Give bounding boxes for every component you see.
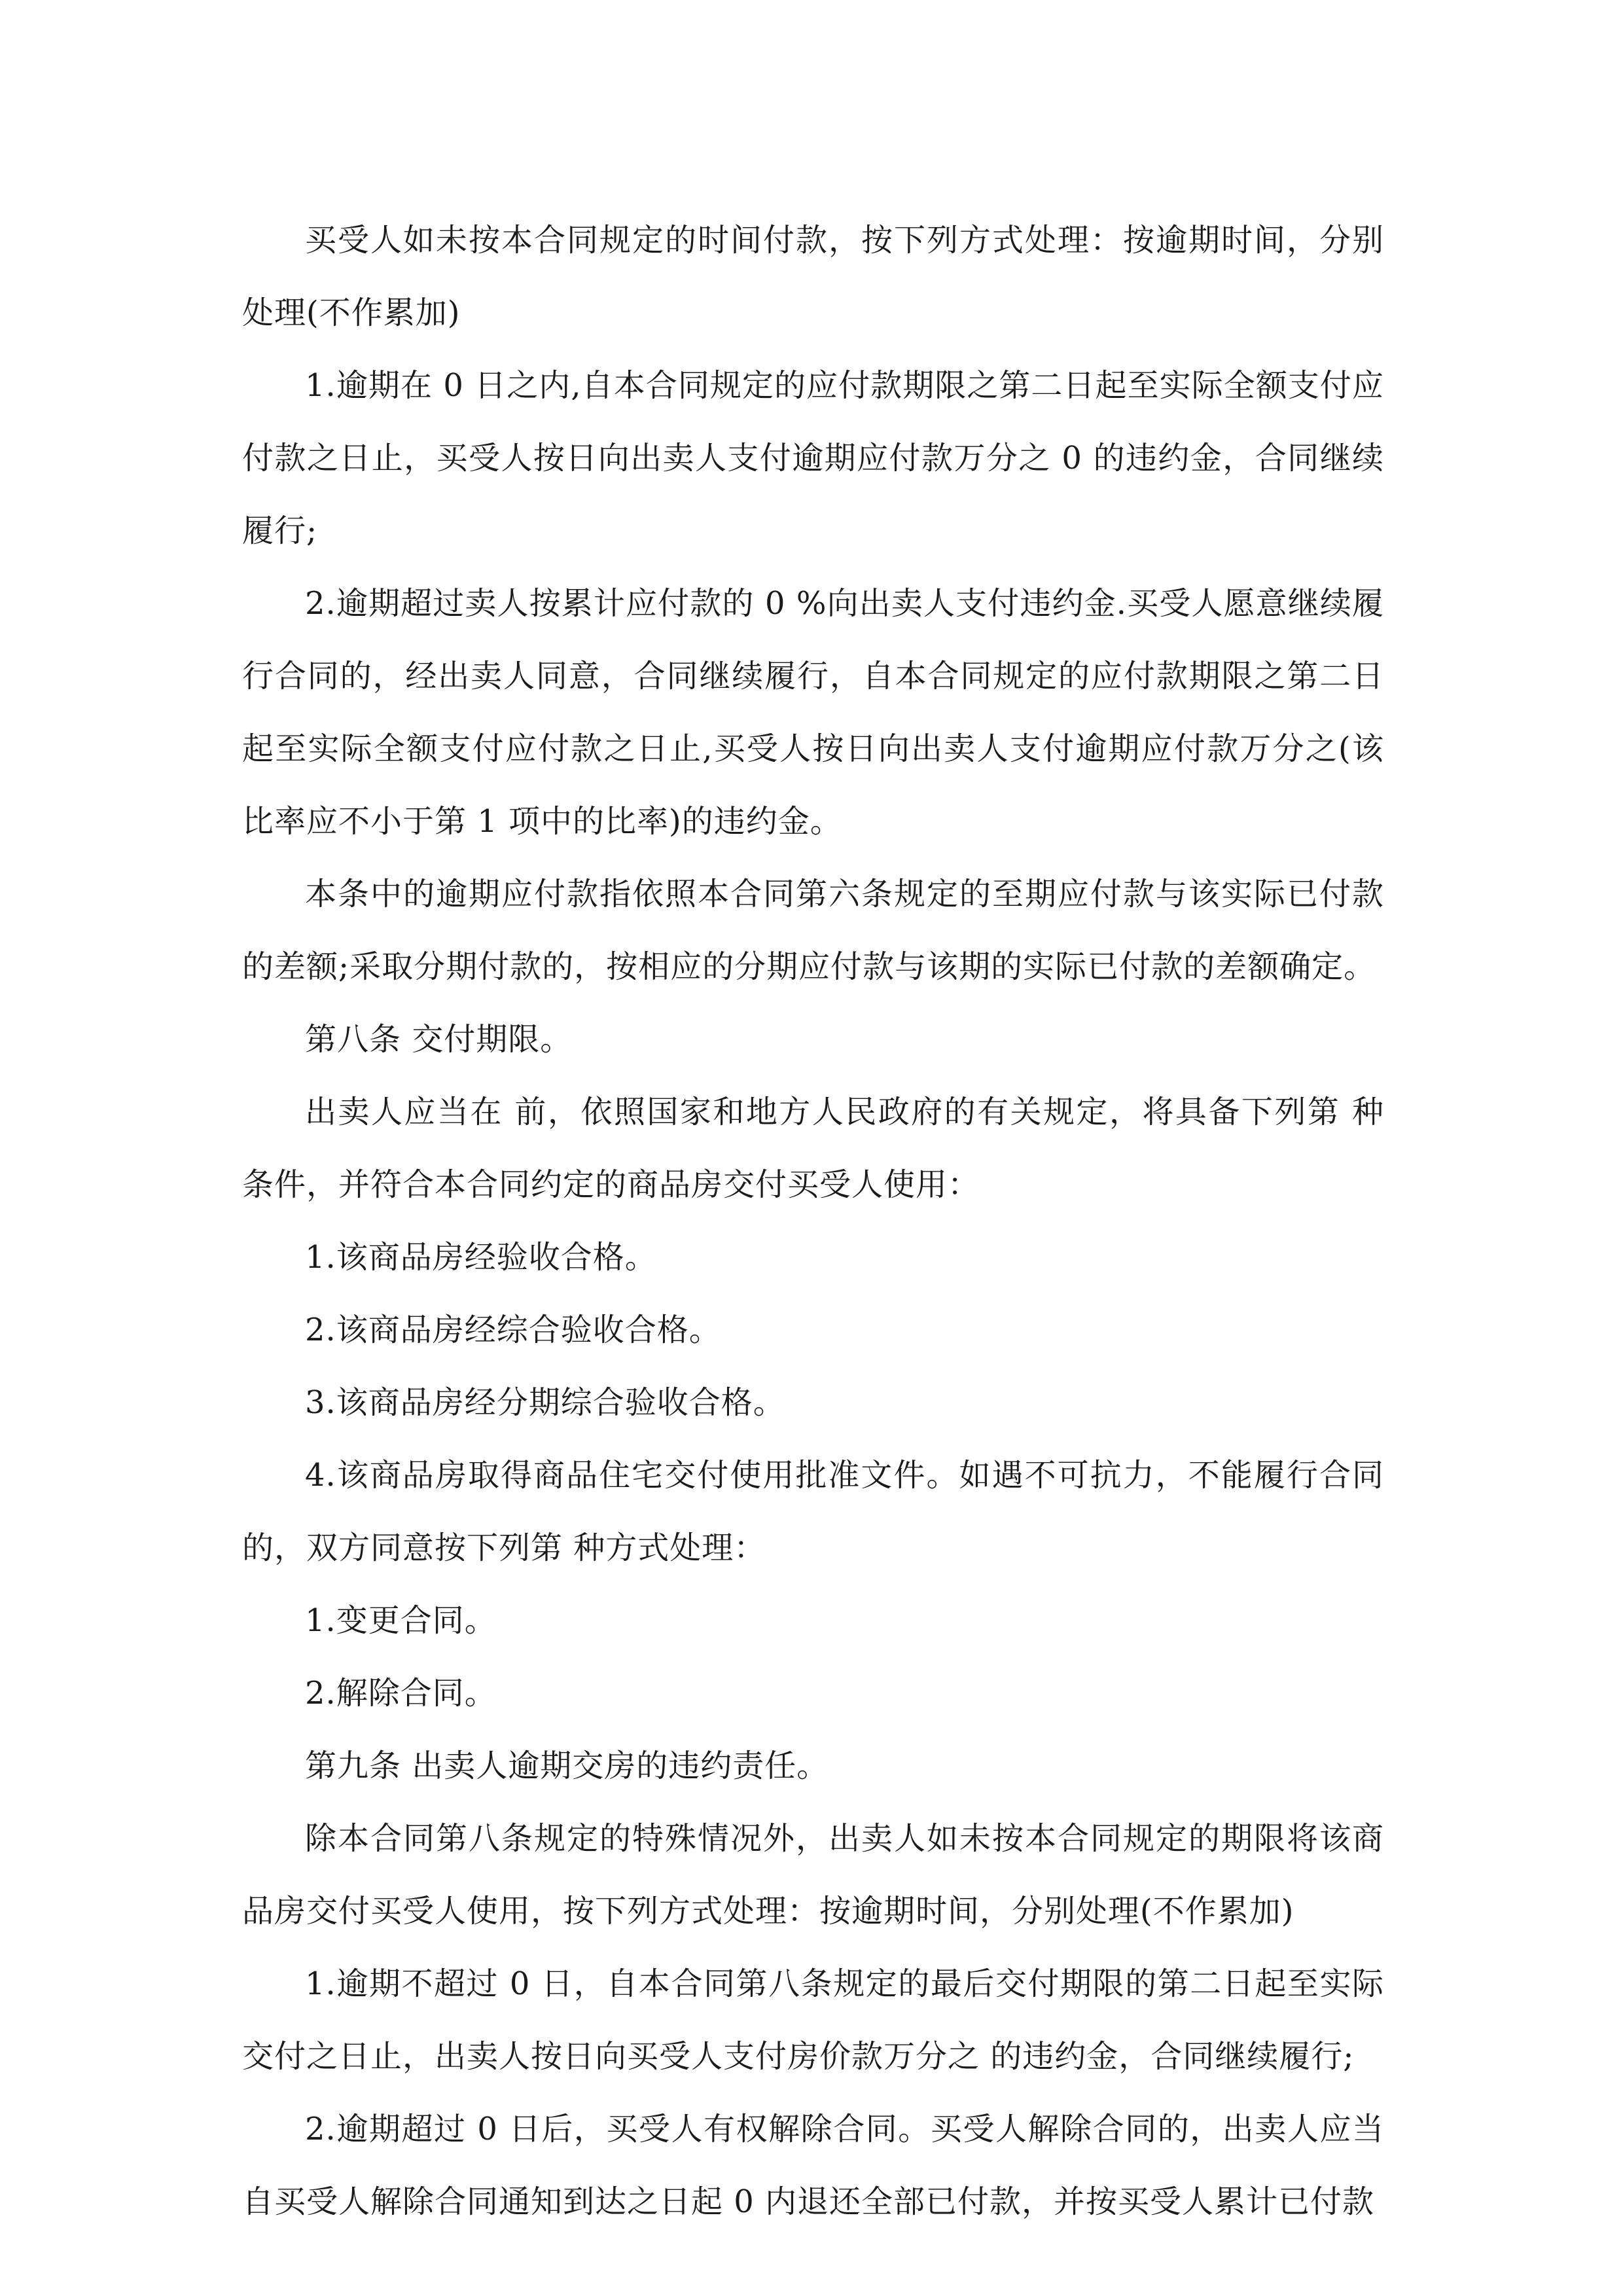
article-9-heading: 第九条 出卖人逾期交房的违约责任。	[305, 1748, 829, 1784]
delivery-condition-1: 1.该商品房经验收合格。	[305, 1239, 657, 1276]
delivery-condition-3: 3.该商品房经分期综合验收合格。	[305, 1384, 785, 1421]
force-majeure-option-1: 1.变更合同。	[305, 1602, 497, 1639]
delivery-condition-4: 4.该商品房取得商品住宅交付使用批准文件。如遇不可抗力，不能履行合同的，双方同意按下列第 种方式处理：	[242, 1457, 1384, 1566]
paragraph-late-delivery-item-2: 2.逾期超过 0 日后，买受人有权解除合同。买受人解除合同的，出卖人应当自买受人解除合同通知到达之日起 0 内退还全部已付款，并按买受人累计已付款	[242, 2111, 1384, 2220]
paragraph-late-payment-item-1: 1.逾期在 0 日之内,自本合同规定的应付款期限之第二日起至实际全额支付应付款之日止，买受人按日向出卖人支付逾期应付款万分之 0 的违约金，合同继续履行;	[242, 367, 1384, 549]
paragraph-late-payment-intro: 买受人如未按本合同规定的时间付款，按下列方式处理：按逾期时间，分别处理(不作累加)	[242, 222, 1384, 331]
delivery-condition-2: 2.该商品房经综合验收合格。	[305, 1312, 721, 1348]
force-majeure-option-2: 2.解除合同。	[305, 1675, 497, 1712]
paragraph-delivery-terms: 出卖人应当在 前，依照国家和地方人民政府的有关规定，将具备下列第 种条件，并符合本合同约定的商品房交付买受人使用：	[242, 1094, 1384, 1203]
document-body	[242, 204, 1384, 2238]
paragraph-late-delivery-item-1: 1.逾期不超过 0 日，自本合同第八条规定的最后交付期限的第二日起至实际交付之日止，出卖人按日向买受人支付房价款万分之 的违约金，合同继续履行;	[242, 1965, 1384, 2075]
article-8-heading: 第八条 交付期限。	[305, 1021, 573, 1058]
paragraph-late-delivery-intro: 除本合同第八条规定的特殊情况外，出卖人如未按本合同规定的期限将该商品房交付买受人使用，按下列方式处理：按逾期时间，分别处理(不作累加)	[242, 1820, 1384, 1929]
paragraph-overdue-definition: 本条中的逾期应付款指依照本合同第六条规定的至期应付款与该实际已付款的差额;采取分期付款的，按相应的分期应付款与该期的实际已付款的差额确定。	[242, 876, 1384, 985]
paragraph-late-payment-item-2: 2.逾期超过卖人按累计应付款的 0 %向出卖人支付违约金.买受人愿意继续履行合同的，经出卖人同意，合同继续履行，自本合同规定的应付款期限之第二日起至实际全额支付应付款之日止,买受人按日向出卖人支付逾期应付款万分之(该比率应不小于第 1 项中的比率)的违约金。	[242, 585, 1384, 840]
